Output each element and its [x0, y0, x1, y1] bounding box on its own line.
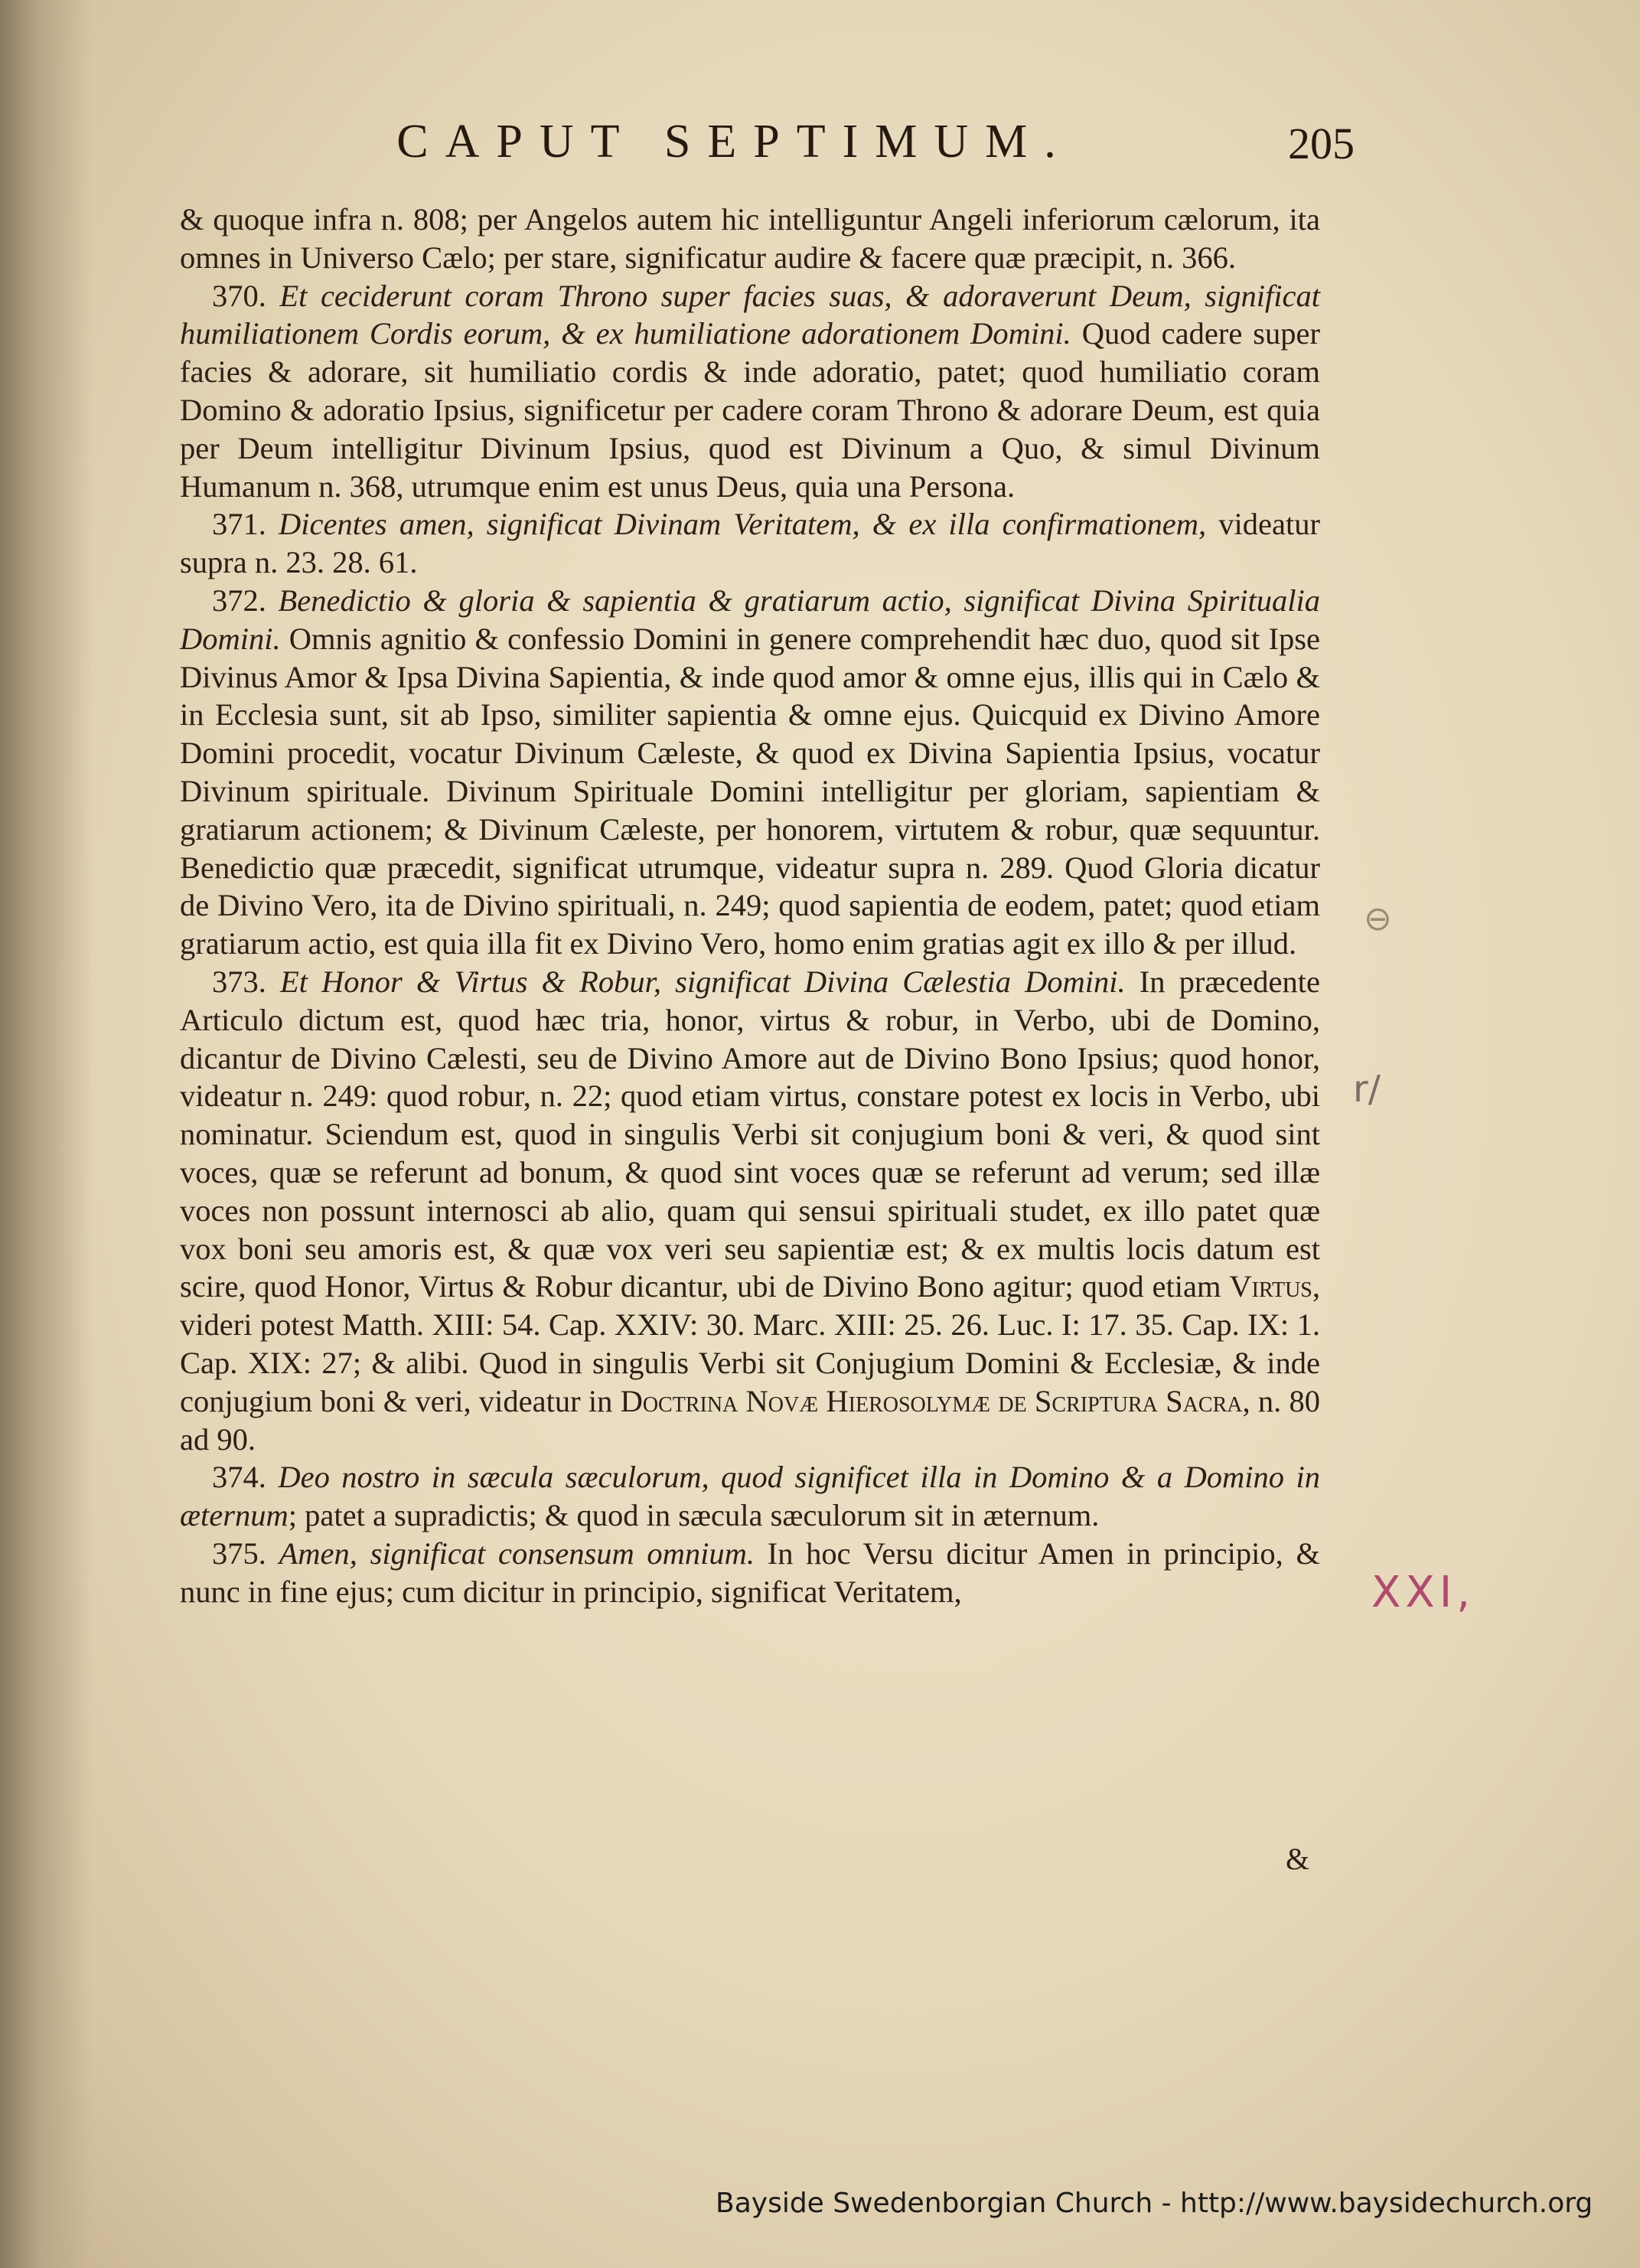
body-text: , videri potest Matth. XIII: 54. Cap. XXIV: 30. Marc. XIII: 25. 26. Luc. I: 17. 35. Cap. IX: 1. Cap. XIX: 27; & alibi. Quod in singulis Verbi sit Conjugium Domini & Ecclesiæ, & inde conjugium boni & veri, videatur in	[180, 1269, 1320, 1418]
body-text: videatur supra n. 23. 28. 61.	[180, 507, 1320, 580]
italic-text: Benedictio & gloria & sapientia & gratiarum actio, significat Divina Spiritualia Domini.	[180, 583, 1320, 656]
running-head: CAPUT SEPTIMUM.	[396, 116, 1073, 168]
paragraph-373	[180, 963, 1320, 1458]
page-number: 205	[1288, 119, 1355, 168]
catchword: &	[1286, 1842, 1310, 1876]
paragraph-number: 370.	[212, 278, 280, 313]
margin-note-3: XXI,	[1371, 1568, 1475, 1617]
paragraph-372	[180, 582, 1320, 963]
small-caps-text: Doctrina Novæ Hierosolymæ de Scriptura Sacra	[620, 1383, 1243, 1418]
footer-watermark: Bayside Swedenborgian Church - http://www.baysidechurch.org	[716, 2188, 1593, 2219]
paragraph-375	[180, 1535, 1320, 1611]
body-text: In hoc Versu dicitur Amen in principio, & nunc in fine ejus; cum dicitur in principio, significat Veritatem,	[180, 1535, 1320, 1609]
paragraph-number: 375.	[212, 1535, 279, 1571]
paragraph-374	[180, 1458, 1320, 1535]
body-text: Quod cadere super facies & adorare, sit humiliatio cordis & inde adoratio, patet; quod humiliatio coram Domino & adoratio Ipsius, significetur per cadere coram Throno & adorare Deum, est quia per Deum intelligitur Divinum Ipsius, quod est Divinum a Quo, & simul Divinum Humanum n. 368, utrumque enim est unus Deus, quia una Persona.	[180, 316, 1320, 504]
paragraph-number: 374.	[212, 1460, 279, 1495]
italic-text: Dicentes amen, significat Divinam Veritatem, & ex illa confirmationem,	[279, 507, 1207, 542]
body-text: & quoque infra n. 808; per Angelos autem hic intelliguntur Angeli inferiorum cælorum, ita omnes in Universo Cælo; per stare, significatur audire & facere quæ præcipit, n. 366.	[180, 202, 1320, 275]
paragraph-cont	[180, 201, 1320, 277]
page-gutter-shadow	[0, 0, 92, 2268]
small-caps-text: Virtus	[1229, 1269, 1312, 1304]
italic-text: Deo nostro in sæcula sæculorum, quod significet illa in Domino & a Domino in æternum	[180, 1460, 1320, 1533]
body-text: ; patet a supradictis; & quod in sæcula sæculorum sit in æternum.	[288, 1498, 1100, 1533]
paragraph-370	[180, 277, 1320, 506]
body-text: Omnis agnitio & confessio Domini in genere comprehendit hæc duo, quod sit Ipse Divinus Amor & Ipsa Divina Sapientia, & inde quod amor & omne ejus, illis qui in Cælo & in Ecclesia sunt, sit ab Ipso, similiter sapientia & omne ejus. Quicquid ex Divino Amore Domini procedit, vocatur Divinum Cæleste, & quod ex Divina Sapientia Ipsius, vocatur Divinum spirituale. Divinum Spirituale Domini intelligitur per gloriam, sapientiam & gratiarum actionem; & Divinum Cæleste, per honorem, virtutem & robur, quæ sequuntur. Benedictio quæ præcedit, significat utrumque, videatur supra n. 289. Quod Gloria dicatur de Divino Vero, ita de Divino spirituali, n. 249; quod sapientia de eodem, patet; quod etiam gratiarum actio, est quia illa fit ex Divino Vero, homo enim gratias agit ex illo & per illud.	[180, 621, 1320, 961]
page-header	[253, 115, 1355, 199]
body-text: In præcedente Articulo dictum est, quod hæc tria, honor, virtus & robur, in Verbo, ubi de Domino, dicantur de Divino Cælesti, seu de Divino Amore aut de Divino Bono Ipsius; quod honor, videatur n. 249: quod robur, n. 22; quod etiam virtus, constare potest ex locis in Verbo, ubi nominatur. Sciendum est, quod in singulis Verbi sit conjugium boni & veri, & quod sint voces, quæ se referunt ad bonum, & quod sint voces quæ se referunt ad verum; sed illæ voces non possunt internosci ab alio, quam qui sensui spirituali studet, ex illo patet quæ vox boni seu amoris est, & quæ vox veri seu sapientiæ est; & ex multis locis datum est scire, quod Honor, Virtus & Robur dicantur, ubi de Divino Bono agitur; quod etiam	[180, 964, 1320, 1304]
paragraph-number: 371.	[212, 507, 279, 542]
italic-text: Et ceciderunt coram Throno super facies suas, & adoraverunt Deum, significat humiliationem Cordis eorum, & ex humiliatione adorationem Domini.	[180, 278, 1320, 351]
margin-note-1: ⊖	[1364, 899, 1392, 938]
paragraph-number: 373.	[212, 964, 280, 999]
italic-text: Amen, significat consensum omnium.	[279, 1535, 755, 1571]
text-body	[180, 201, 1320, 1610]
paragraph-number: 372.	[212, 583, 279, 618]
italic-text: Et Honor & Virtus & Robur, significat Divina Cælestia Domini.	[279, 964, 1126, 999]
paragraph-371	[180, 505, 1320, 582]
margin-note-2: r/	[1353, 1068, 1381, 1111]
body-text: , n. 80 ad 90.	[180, 1383, 1321, 1457]
